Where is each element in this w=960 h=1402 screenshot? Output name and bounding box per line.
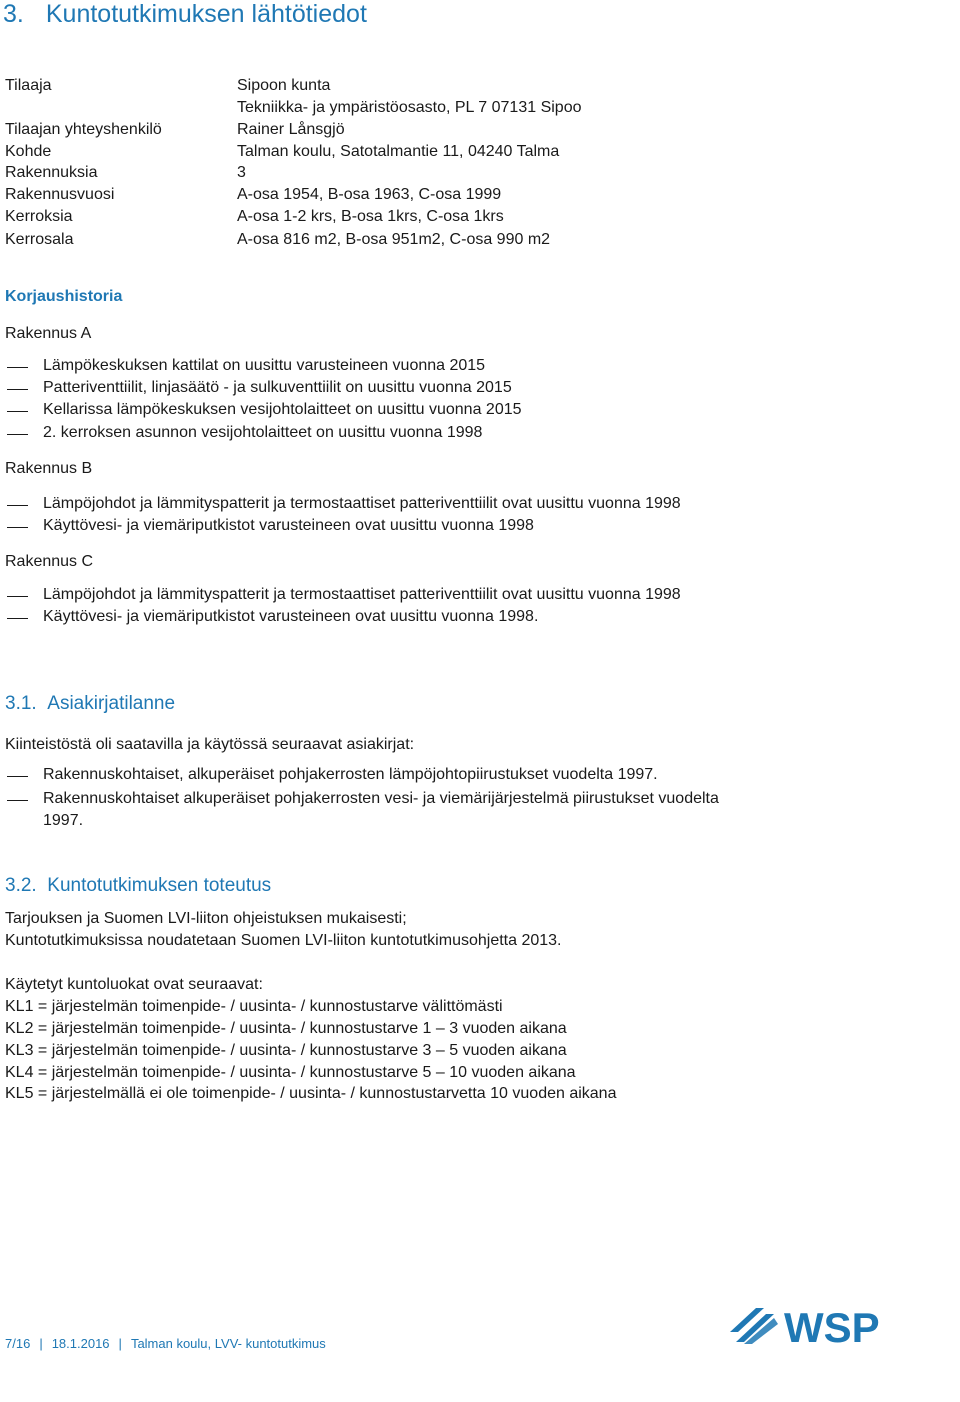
label-rakennuksia: Rakennuksia bbox=[5, 164, 98, 181]
label-kerroksia: Kerroksia bbox=[5, 208, 73, 225]
dash-icon bbox=[7, 618, 28, 619]
dash-icon bbox=[7, 527, 28, 528]
list-item: Lämpökeskuksen kattilat on uusittu varusteineen vuonna 2015 bbox=[43, 357, 486, 374]
dash-icon bbox=[7, 434, 28, 435]
label-tilaaja: Tilaaja bbox=[5, 77, 52, 94]
value-kerrosala: A-osa 816 m2, B-osa 951m2, C-osa 990 m2 bbox=[237, 231, 551, 248]
list-item: Käyttövesi- ja viemäriputkistot varusteineen ovat uusittu vuonna 1998 bbox=[43, 517, 534, 534]
section-31-number: 3.1. bbox=[5, 693, 37, 714]
list-item: 2. kerroksen asunnon vesijohtolaitteet on uusittu vuonna 1998 bbox=[43, 424, 483, 441]
section-32-para-line2: Kuntotutkimuksissa noudatetaan Suomen LVI-liiton kuntotutkimusohjetta 2013. bbox=[5, 932, 562, 949]
section-32-heading bbox=[5, 875, 271, 897]
logo-text: WSP bbox=[784, 1304, 880, 1346]
value-tilaaja-1: Sipoon kunta bbox=[237, 77, 331, 94]
class-item: KL5 = järjestelmällä ei ole toimenpide- / uusinta- / kunnostustarvetta 10 vuoden aikana bbox=[5, 1085, 617, 1102]
section-31-heading bbox=[5, 693, 175, 715]
footer-date: 18.1.2016 bbox=[51, 1336, 110, 1351]
section-31-title: Asiakirjatilanne bbox=[47, 693, 176, 714]
dash-icon bbox=[7, 596, 28, 597]
section-31-intro: Kiinteistöstä oli saatavilla ja käytössä seuraavat asiakirjat: bbox=[5, 736, 415, 753]
dash-icon bbox=[7, 776, 28, 777]
footer bbox=[5, 1336, 326, 1351]
footer-doc: Talman koulu, LVV- kuntotutkimus bbox=[130, 1336, 326, 1351]
list-item: Rakennuskohtaiset, alkuperäiset pohjakerrosten lämpöjohtopiirustukset vuodelta 1997. bbox=[43, 766, 658, 783]
class-item: KL3 = järjestelmän toimenpide- / uusinta- / kunnostustarve 3 – 5 vuoden aikana bbox=[5, 1042, 567, 1059]
wsp-logo-icon bbox=[726, 1302, 914, 1346]
class-item: KL1 = järjestelmän toimenpide- / uusinta- / kunnostustarve välittömästi bbox=[5, 998, 503, 1015]
label-rakennusvuosi: Rakennusvuosi bbox=[5, 186, 115, 203]
history-title: Korjaushistoria bbox=[5, 288, 123, 305]
label-kohde: Kohde bbox=[5, 143, 52, 160]
footer-page: 7/16 bbox=[5, 1336, 31, 1351]
section-32-number: 3.2. bbox=[5, 875, 37, 896]
list-item: Kellarissa lämpökeskuksen vesijohtolaitteet on uusittu vuonna 2015 bbox=[43, 401, 522, 418]
page-title bbox=[3, 0, 367, 29]
building-b-label: Rakennus B bbox=[5, 460, 93, 477]
list-item-continuation: 1997. bbox=[43, 812, 84, 829]
class-item: KL2 = järjestelmän toimenpide- / uusinta- / kunnostustarve 1 – 3 vuoden aikana bbox=[5, 1020, 567, 1037]
list-item: Patteriventtiilit, linjasäätö - ja sulkuventtiilit on uusittu vuonna 2015 bbox=[43, 379, 512, 396]
building-c-label: Rakennus C bbox=[5, 553, 94, 570]
dash-icon bbox=[7, 800, 28, 801]
value-rakennusvuosi: A-osa 1954, B-osa 1963, C-osa 1999 bbox=[237, 186, 502, 203]
list-item: Lämpöjohdot ja lämmityspatterit ja termostaattiset patteriventtiilit ovat uusittu vuonna 1998 bbox=[43, 495, 681, 512]
heading-number: 3. bbox=[3, 0, 24, 28]
label-kerrosala: Kerrosala bbox=[5, 231, 74, 248]
value-yhteyshenkilo: Rainer Lånsgjö bbox=[237, 121, 345, 138]
building-a-label: Rakennus A bbox=[5, 325, 92, 342]
wsp-logo bbox=[726, 1302, 914, 1346]
dash-icon bbox=[7, 505, 28, 506]
footer-separator: | bbox=[39, 1336, 43, 1351]
section-32-para-line1: Tarjouksen ja Suomen LVI-liiton ohjeistuksen mukaisesti; bbox=[5, 910, 407, 927]
value-kerroksia: A-osa 1-2 krs, B-osa 1krs, C-osa 1krs bbox=[237, 208, 504, 225]
dash-icon bbox=[7, 389, 28, 390]
value-tilaaja-2: Tekniikka- ja ympäristöosasto, PL 7 07131 Sipoo bbox=[237, 99, 582, 116]
section-32-title: Kuntotutkimuksen toteutus bbox=[47, 875, 272, 896]
value-kohde: Talman koulu, Satotalmantie 11, 04240 Talma bbox=[237, 143, 560, 160]
dash-icon bbox=[7, 411, 28, 412]
class-item: KL4 = järjestelmän toimenpide- / uusinta- / kunnostustarve 5 – 10 vuoden aikana bbox=[5, 1064, 576, 1081]
dash-icon bbox=[7, 367, 28, 368]
classes-intro: Käytetyt kuntoluokat ovat seuraavat: bbox=[5, 976, 263, 993]
list-item: Lämpöjohdot ja lämmityspatterit ja termostaattiset patteriventtiilit ovat uusittu vuonna 1998 bbox=[43, 586, 681, 603]
list-item: Rakennuskohtaiset alkuperäiset pohjakerrosten vesi- ja viemärijärjestelmä piirustukset vuodelta bbox=[43, 790, 719, 807]
footer-separator: | bbox=[118, 1336, 122, 1351]
label-yhteyshenkilo: Tilaajan yhteyshenkilö bbox=[5, 121, 162, 138]
heading-title: Kuntotutkimuksen lähtötiedot bbox=[45, 0, 367, 28]
list-item: Käyttövesi- ja viemäriputkistot varusteineen ovat uusittu vuonna 1998. bbox=[43, 608, 539, 625]
value-rakennuksia: 3 bbox=[237, 164, 246, 181]
